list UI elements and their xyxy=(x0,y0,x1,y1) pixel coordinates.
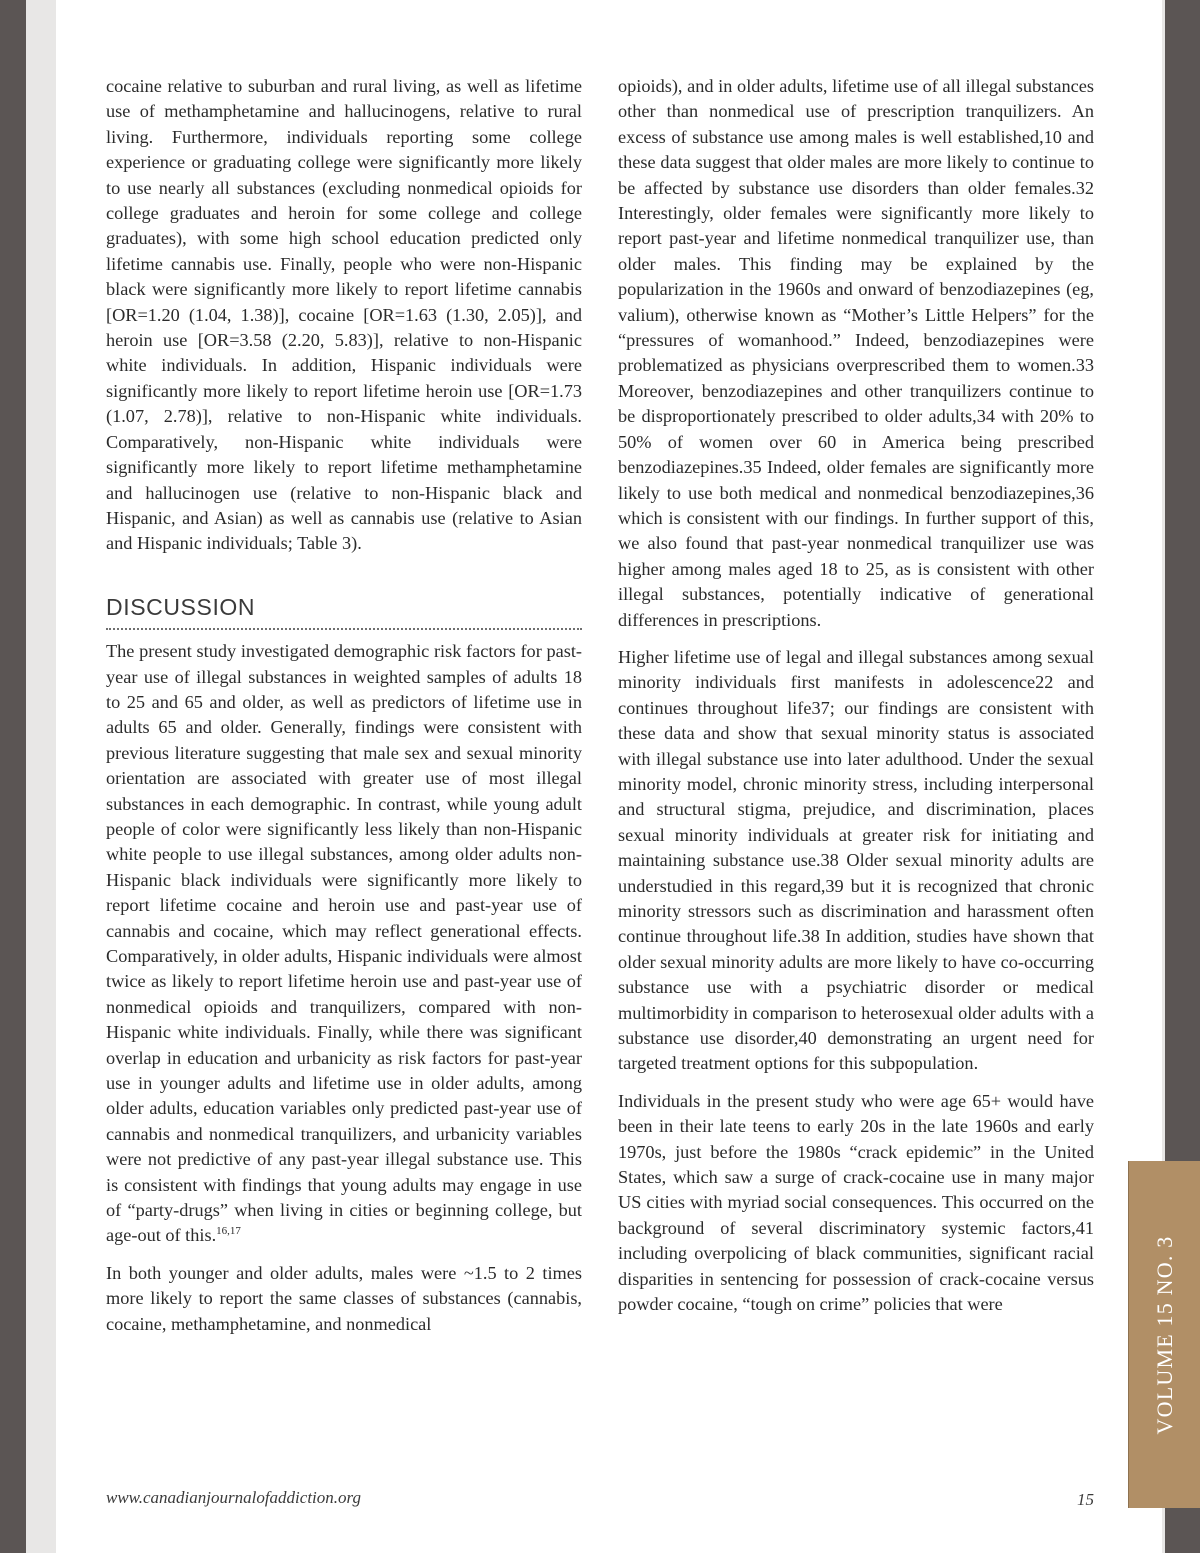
journal-url[interactable]: www.canadianjournalofaddiction.org xyxy=(106,1488,362,1507)
discussion-paragraph-4: Higher lifetime use of legal and illegal substances among sexual minority individuals first manifests in adolescence22 and continues throughout life37; our findings are consistent with these data and show that sexual minority status is associated with illegal substance use into later adulthood. Under the sexual minority model, chronic minority stress, including interpersonal and structural stigma, prejudice, and discrimination, places sexual minority individuals at greater risk for initiating and maintaining substance use.38 Older sexual minority adults are understudied in this regard,39 but it is recognized that chronic minority stressors such as discrimination and harassment often continue throughout life.38 In addition, studies have shown that older sexual minority adults are more likely to have co-occurring substance use with a psychiatric disorder or medical multimorbidity in comparison to heterosexual older adults with a substance use disorder,40 demonstrating an urgent need for targeted treatment options for this subpopulation. xyxy=(618,646,1094,1074)
citation-superscript: 16,17 xyxy=(216,1225,241,1238)
right-column xyxy=(618,74,1094,1318)
discussion-heading: DISCUSSION xyxy=(106,595,582,630)
results-paragraph: cocaine relative to suburban and rural living, as well as lifetime use of methamphetamine and hallucinogens, relative to rural living. Furthermore, individuals reporting some college experience or graduating college were significantly more likely to use nearly all substances (excluding nonmedical opioids for college graduates and heroin for some college and college graduates), with some high school education predicted only lifetime cannabis use. Finally, people who were non-Hispanic black were significantly more likely to report lifetime cannabis [OR=1.20 (1.04, 1.38)], cocaine [OR=1.63 (1.30, 2.05)], and heroin use [OR=3.58 (2.20, 5.83)], relative to non-Hispanic white individuals. In addition, Hispanic individuals were significantly more likely to report lifetime heroin use [OR=1.73 (1.07, 2.78)], relative to non-Hispanic white individuals. Comparatively, non-Hispanic white individuals were significantly more likely to report lifetime methamphetamine and hallucinogen use (relative to non-Hispanic black and Hispanic, and Asian) as well as cannabis use (relative to Asian and Hispanic individuals; Table 3). xyxy=(106,76,582,554)
page-number: 15 xyxy=(1077,1490,1094,1509)
discussion-paragraph-1 xyxy=(106,639,582,1249)
discussion-paragraph-1-text: The present study investigated demographic risk factors for past-year use of illegal substances in weighted samples of adults 18 to 25 and 65 and older, as well as predictors of lifetime use in adults 65 and older. Generally, findings were consistent with previous literature suggesting that male sex and sexual minority orientation are associated with greater use of most illegal substances in each demographic. In contrast, while young adult people of color were significantly less likely than non-Hispanic white people to use illegal substances, among older adults non-Hispanic black individuals were significantly more likely to report lifetime cocaine and heroin use and past-year use of cannabis and cocaine, which may reflect generational effects. Comparatively, in older adults, Hispanic individuals were almost twice as likely to report lifetime heroin use and past-year use of nonmedical opioids and tranquilizers, compared with non-Hispanic white individuals. Finally, while there was significant overlap in education and urbanicity as risk factors for past-year use in younger adults and lifetime use in older adults, among older adults, education variables only predicted past-year use of cannabis and nonmedical tranquilizers, and urbanicity variables were not predictive of any past-year illegal substance use. This is consistent with findings that young adults may engage in use of “party-drugs” when living in cities or beginning college, but age-out of this. xyxy=(106,641,582,1246)
left-page-margin xyxy=(26,0,56,1553)
discussion-paragraph-5: Individuals in the present study who were age 65+ would have been in their late teens to early 20s in the late 1960s and early 1970s, just before the 1980s “crack epidemic” in the United States, which saw a surge of crack-cocaine use in many major US cities with myriad social consequences. This occurred on the background of several discriminatory systemic factors,41 including overpolicing of black communities, significant racial disparities in sentencing for possession of crack-cocaine versus powder cocaine, “tough on crime” policies that were xyxy=(618,1090,1094,1315)
discussion-paragraph-2: In both younger and older adults, males were ~1.5 to 2 times more likely to report the same classes of substances (cannabis, cocaine, methamphetamine, and nonmedical xyxy=(106,1262,582,1334)
volume-tab xyxy=(1129,1161,1200,1508)
left-page-edge xyxy=(0,0,26,1553)
discussion-paragraph-3: opioids), and in older adults, lifetime use of all illegal substances other than nonmedical use of prescription tranquilizers. An excess of substance use among males is well established,10 and these data suggest that older males are more likely to continue to be affected by substance use disorders than older females.32 Interestingly, older females were significantly more likely to report past-year and lifetime nonmedical tranquilizer use, than older males. This finding may be explained by the popularization in the 1960s and onward of benzodiazepines (eg, valium), otherwise known as “Mother’s Little Helpers” for the “pressures of womanhood.” Indeed, benzodiazepines were problematized as physicians overprescribed them to women.33 Moreover, benzodiazepines and other tranquilizers continue to be disproportionately prescribed to older adults,34 with 20% to 50% of women over 60 in America being prescribed benzodiazepines.35 Indeed, older females are significantly more likely to use both medical and nonmedical benzodiazepines,36 which is consistent with our findings. In further support of this, we also found that past-year nonmedical tranquilizer use was higher among males aged 18 to 25, as is consistent with other illegal substances, potentially indicative of generational differences in prescriptions. xyxy=(618,76,1094,630)
volume-label: VOLUME 15 NO. 3 xyxy=(1151,1235,1177,1434)
left-column xyxy=(106,74,582,1337)
